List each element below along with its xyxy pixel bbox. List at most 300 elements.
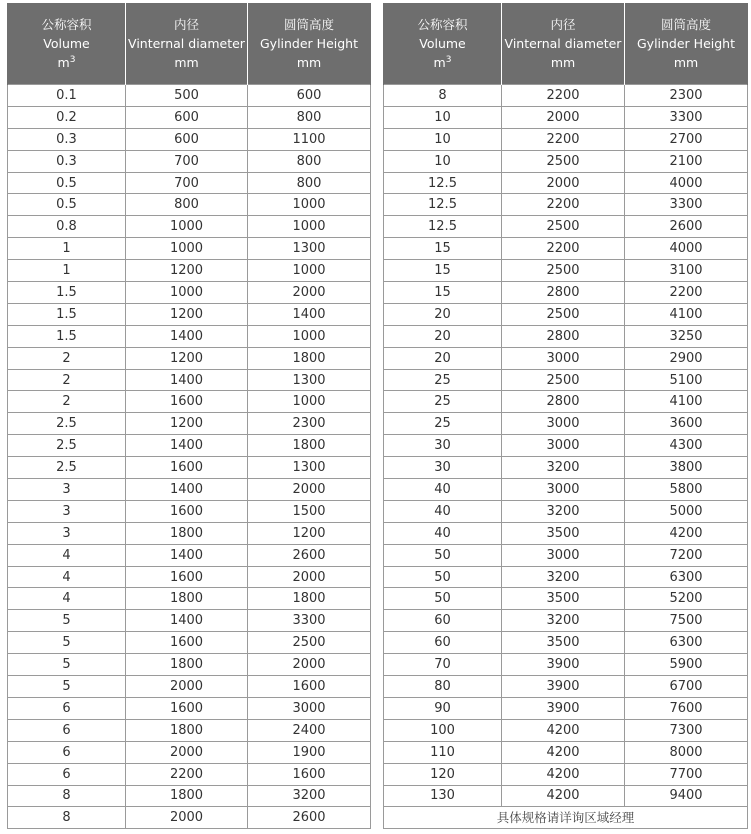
cell-diameter: 2800: [502, 325, 625, 347]
table-row: [8, 457, 371, 479]
cell-diameter: 4200: [502, 785, 625, 807]
header-row: [8, 3, 371, 85]
cell-height: 4300: [625, 435, 748, 457]
cell-height: 2300: [625, 85, 748, 107]
table-row: [8, 676, 371, 698]
table-row: [8, 325, 371, 347]
table-row: [384, 719, 748, 741]
table-body-right: [384, 85, 748, 807]
cell-height: 3100: [625, 260, 748, 282]
table-row: [384, 697, 748, 719]
table-row: [384, 128, 748, 150]
table-row: [8, 654, 371, 676]
cell-volume: 1.5: [8, 303, 126, 325]
cell-volume: 30: [384, 435, 502, 457]
cell-diameter: 2000: [126, 676, 248, 698]
cell-volume: 6: [8, 763, 126, 785]
cell-height: 2900: [625, 347, 748, 369]
cell-diameter: 1800: [126, 785, 248, 807]
cell-diameter: 2500: [502, 216, 625, 238]
table-row: [384, 194, 748, 216]
cell-volume: 110: [384, 741, 502, 763]
cell-diameter: 1200: [126, 347, 248, 369]
table-row: [384, 522, 748, 544]
cell-volume: 12.5: [384, 216, 502, 238]
table-row: [384, 654, 748, 676]
cell-height: 2600: [248, 807, 371, 829]
cell-volume: 60: [384, 632, 502, 654]
spec-table-right: [383, 3, 748, 829]
table-row: [384, 172, 748, 194]
cell-height: 800: [248, 150, 371, 172]
table-row: [8, 566, 371, 588]
header-row: [384, 3, 748, 85]
table-row: [8, 150, 371, 172]
cell-height: 2700: [625, 128, 748, 150]
cell-height: 4000: [625, 238, 748, 260]
cell-height: 3300: [625, 106, 748, 128]
table-row: [384, 216, 748, 238]
cell-height: 7200: [625, 544, 748, 566]
cell-height: 2400: [248, 719, 371, 741]
cell-volume: 3: [8, 479, 126, 501]
cell-diameter: 1400: [126, 610, 248, 632]
cell-diameter: 1800: [126, 654, 248, 676]
table-row: [8, 544, 371, 566]
cell-diameter: 1600: [126, 632, 248, 654]
cell-diameter: 2500: [502, 150, 625, 172]
cell-volume: 0.2: [8, 106, 126, 128]
cell-height: 1300: [248, 457, 371, 479]
table-row: [8, 632, 371, 654]
cell-height: 1000: [248, 325, 371, 347]
cell-volume: 0.3: [8, 128, 126, 150]
cell-diameter: 1800: [126, 719, 248, 741]
table-row: [384, 676, 748, 698]
cell-volume: 40: [384, 500, 502, 522]
cell-height: 1800: [248, 588, 371, 610]
table-row: [384, 588, 748, 610]
cell-diameter: 1600: [126, 566, 248, 588]
cell-volume: 12.5: [384, 194, 502, 216]
cell-diameter: 2000: [126, 741, 248, 763]
table-row: [8, 785, 371, 807]
table-row: [8, 610, 371, 632]
cell-height: 2500: [248, 632, 371, 654]
cell-diameter: 3500: [502, 588, 625, 610]
table-row: [384, 391, 748, 413]
cell-diameter: 2200: [502, 194, 625, 216]
cell-volume: 50: [384, 588, 502, 610]
cell-height: 3800: [625, 457, 748, 479]
cell-height: 1000: [248, 216, 371, 238]
cell-diameter: 3900: [502, 654, 625, 676]
table-row: [8, 194, 371, 216]
cell-volume: 10: [384, 150, 502, 172]
table-row: [384, 479, 748, 501]
cell-volume: 50: [384, 566, 502, 588]
cell-volume: 1: [8, 260, 126, 282]
header-height: [625, 3, 748, 85]
table-row: [8, 238, 371, 260]
cell-diameter: 3900: [502, 697, 625, 719]
cell-volume: 25: [384, 391, 502, 413]
cell-diameter: 2200: [502, 85, 625, 107]
cell-diameter: 1400: [126, 544, 248, 566]
cell-diameter: 3200: [502, 610, 625, 632]
cell-height: 1000: [248, 260, 371, 282]
cell-height: 5200: [625, 588, 748, 610]
table-row: [384, 282, 748, 304]
header-diameter: [126, 3, 248, 85]
cell-volume: 130: [384, 785, 502, 807]
table-row: [384, 303, 748, 325]
cell-height: 1000: [248, 194, 371, 216]
cell-volume: 4: [8, 566, 126, 588]
table-row: [384, 413, 748, 435]
cell-height: 800: [248, 106, 371, 128]
cell-diameter: 2000: [502, 172, 625, 194]
table-row: [8, 719, 371, 741]
table-row: [384, 457, 748, 479]
cell-volume: 0.1: [8, 85, 126, 107]
cell-height: 9400: [625, 785, 748, 807]
table-row: [384, 566, 748, 588]
table-row: [8, 500, 371, 522]
cell-diameter: 1600: [126, 500, 248, 522]
cell-diameter: 1800: [126, 522, 248, 544]
cell-height: 1100: [248, 128, 371, 150]
cell-volume: 25: [384, 413, 502, 435]
cell-height: 1400: [248, 303, 371, 325]
cell-height: 7700: [625, 763, 748, 785]
table-row: [384, 347, 748, 369]
cell-volume: 40: [384, 522, 502, 544]
cell-volume: 3: [8, 522, 126, 544]
cell-diameter: 2200: [502, 238, 625, 260]
cell-height: 7300: [625, 719, 748, 741]
cell-volume: 1.5: [8, 325, 126, 347]
cell-height: 4100: [625, 391, 748, 413]
header-volume-en: Volume: [43, 36, 90, 51]
cell-volume: 2.5: [8, 413, 126, 435]
cell-height: 1300: [248, 369, 371, 391]
table-row: [384, 763, 748, 785]
cell-volume: 20: [384, 325, 502, 347]
header-height-unit: mm: [673, 55, 699, 70]
cell-diameter: 1200: [126, 413, 248, 435]
cell-height: 3000: [248, 697, 371, 719]
header-volume: [384, 3, 502, 85]
cell-diameter: 1000: [126, 238, 248, 260]
cell-diameter: 3200: [502, 457, 625, 479]
cell-volume: 5: [8, 610, 126, 632]
cell-height: 3200: [248, 785, 371, 807]
cell-volume: 40: [384, 479, 502, 501]
cell-height: 1600: [248, 763, 371, 785]
header-diameter-unit: mm: [550, 55, 576, 70]
table-row: [8, 763, 371, 785]
cell-volume: 2: [8, 391, 126, 413]
cell-volume: 3: [8, 500, 126, 522]
cell-volume: 120: [384, 763, 502, 785]
cell-volume: 25: [384, 369, 502, 391]
header-diameter-zh: 内径: [173, 17, 199, 32]
cell-height: 4100: [625, 303, 748, 325]
cell-height: 5800: [625, 479, 748, 501]
header-height-unit: mm: [296, 55, 322, 70]
cell-diameter: 2200: [502, 128, 625, 150]
cell-diameter: 1400: [126, 369, 248, 391]
cell-volume: 6: [8, 741, 126, 763]
cell-volume: 10: [384, 106, 502, 128]
cell-diameter: 3000: [502, 347, 625, 369]
cell-diameter: 2000: [502, 106, 625, 128]
cell-diameter: 2800: [502, 282, 625, 304]
header-height: [248, 3, 371, 85]
cell-diameter: 1600: [126, 457, 248, 479]
cell-height: 2100: [625, 150, 748, 172]
cell-volume: 2: [8, 347, 126, 369]
table-row: [8, 85, 371, 107]
cell-height: 1800: [248, 347, 371, 369]
table-row: [8, 106, 371, 128]
cell-volume: 20: [384, 303, 502, 325]
cell-volume: 60: [384, 610, 502, 632]
table-row: [384, 238, 748, 260]
table-row: [384, 741, 748, 763]
cell-height: 1600: [248, 676, 371, 698]
table-row: [8, 522, 371, 544]
cell-diameter: 500: [126, 85, 248, 107]
header-height-zh: 圆筒高度: [283, 17, 334, 32]
cell-volume: 80: [384, 676, 502, 698]
cell-volume: 20: [384, 347, 502, 369]
cell-diameter: 700: [126, 172, 248, 194]
cell-volume: 4: [8, 588, 126, 610]
cell-volume: 100: [384, 719, 502, 741]
cell-height: 3600: [625, 413, 748, 435]
cell-diameter: 1000: [126, 282, 248, 304]
cell-height: 8000: [625, 741, 748, 763]
cell-height: 1800: [248, 435, 371, 457]
cell-diameter: 3200: [502, 566, 625, 588]
cell-height: 2300: [248, 413, 371, 435]
cell-volume: 2: [8, 369, 126, 391]
table-row: [384, 150, 748, 172]
table-row: [8, 697, 371, 719]
cell-volume: 4: [8, 544, 126, 566]
table-row: [8, 807, 371, 829]
table-row: [8, 435, 371, 457]
table-row: [384, 325, 748, 347]
cell-volume: 6: [8, 697, 126, 719]
header-volume: [8, 3, 126, 85]
cell-volume: 1.5: [8, 282, 126, 304]
cell-volume: 8: [8, 807, 126, 829]
table-row: [8, 128, 371, 150]
cell-volume: 8: [384, 85, 502, 107]
cell-diameter: 1600: [126, 391, 248, 413]
cell-height: 6300: [625, 632, 748, 654]
cell-volume: 15: [384, 282, 502, 304]
table-row: [8, 369, 371, 391]
header-height-zh: 圆筒高度: [660, 17, 711, 32]
cell-height: 600: [248, 85, 371, 107]
cell-diameter: 600: [126, 128, 248, 150]
cell-volume: 0.5: [8, 172, 126, 194]
table-row: [8, 741, 371, 763]
note-text: 具体规格请详询区域经理: [384, 807, 748, 829]
cell-volume: 0.5: [8, 194, 126, 216]
cell-diameter: 1000: [126, 216, 248, 238]
cell-diameter: 3200: [502, 500, 625, 522]
cell-height: 2000: [248, 654, 371, 676]
header-volume-zh: 公称容积: [41, 17, 92, 32]
table-row: [8, 172, 371, 194]
cell-diameter: 3000: [502, 435, 625, 457]
cell-diameter: 1600: [126, 697, 248, 719]
cell-volume: 2.5: [8, 457, 126, 479]
cell-height: 2600: [625, 216, 748, 238]
header-volume-zh: 公称容积: [417, 17, 468, 32]
cell-diameter: 2800: [502, 391, 625, 413]
table-row: [8, 260, 371, 282]
table-row: [8, 588, 371, 610]
cell-volume: 2.5: [8, 435, 126, 457]
cell-diameter: 600: [126, 106, 248, 128]
table-row: [384, 785, 748, 807]
cell-height: 5000: [625, 500, 748, 522]
table-row: [384, 106, 748, 128]
table-row: [8, 216, 371, 238]
cell-diameter: 2200: [126, 763, 248, 785]
cell-volume: 70: [384, 654, 502, 676]
table-row: [8, 303, 371, 325]
cell-diameter: 1400: [126, 435, 248, 457]
cell-diameter: 1400: [126, 479, 248, 501]
cell-height: 6300: [625, 566, 748, 588]
cell-diameter: 3500: [502, 632, 625, 654]
cell-volume: 6: [8, 719, 126, 741]
cell-height: 3250: [625, 325, 748, 347]
cell-height: 4200: [625, 522, 748, 544]
cell-volume: 5: [8, 654, 126, 676]
cell-diameter: 3000: [502, 479, 625, 501]
cell-height: 2000: [248, 282, 371, 304]
cell-height: 3300: [625, 194, 748, 216]
cell-volume: 30: [384, 457, 502, 479]
cell-height: 4000: [625, 172, 748, 194]
header-diameter-zh: 内径: [550, 17, 576, 32]
table-row: [8, 347, 371, 369]
cell-diameter: 700: [126, 150, 248, 172]
table-row: [384, 260, 748, 282]
cell-height: 7500: [625, 610, 748, 632]
table-row: [384, 435, 748, 457]
cell-height: 2000: [248, 479, 371, 501]
cell-volume: 0.3: [8, 150, 126, 172]
cell-diameter: 3900: [502, 676, 625, 698]
cell-height: 1300: [248, 238, 371, 260]
table-row: [384, 544, 748, 566]
cell-diameter: 4200: [502, 719, 625, 741]
cell-volume: 10: [384, 128, 502, 150]
cell-volume: 15: [384, 238, 502, 260]
header-volume-en: Volume: [419, 36, 466, 51]
cell-diameter: 3000: [502, 544, 625, 566]
header-diameter-en: Vinternal diameter: [128, 36, 245, 51]
cell-diameter: 2500: [502, 260, 625, 282]
cell-height: 1500: [248, 500, 371, 522]
table-row: [384, 369, 748, 391]
cell-height: 2000: [248, 566, 371, 588]
table-row: [8, 391, 371, 413]
spec-table-left: [7, 3, 371, 829]
header-diameter: [502, 3, 625, 85]
table-row: [8, 413, 371, 435]
cell-height: 5100: [625, 369, 748, 391]
header-volume-unit: $m^3$: [57, 54, 76, 70]
header-height-en: Gylinder Height: [259, 36, 358, 51]
cell-volume: 12.5: [384, 172, 502, 194]
cell-diameter: 4200: [502, 763, 625, 785]
cell-height: 6700: [625, 676, 748, 698]
header-diameter-en: Vinternal diameter: [504, 36, 622, 51]
cell-diameter: 2500: [502, 369, 625, 391]
cell-diameter: 1400: [126, 325, 248, 347]
table-row: [8, 479, 371, 501]
cell-height: 1200: [248, 522, 371, 544]
cell-height: 3300: [248, 610, 371, 632]
cell-diameter: 2000: [126, 807, 248, 829]
cell-diameter: 3000: [502, 413, 625, 435]
cell-volume: 5: [8, 632, 126, 654]
header-height-en: Gylinder Height: [636, 36, 735, 51]
cell-diameter: 3500: [502, 522, 625, 544]
cell-height: 800: [248, 172, 371, 194]
cell-volume: 1: [8, 238, 126, 260]
cell-volume: 8: [8, 785, 126, 807]
cell-volume: 0.8: [8, 216, 126, 238]
table-row: [384, 500, 748, 522]
table-row: [384, 610, 748, 632]
header-diameter-unit: mm: [174, 55, 199, 70]
cell-volume: 90: [384, 697, 502, 719]
header-volume-unit: $m^3$: [433, 54, 452, 70]
cell-diameter: 1200: [126, 260, 248, 282]
cell-height: 7600: [625, 697, 748, 719]
table-body-left: [8, 85, 371, 829]
cell-volume: 5: [8, 676, 126, 698]
cell-diameter: 1800: [126, 588, 248, 610]
cell-height: 2600: [248, 544, 371, 566]
table-row: [8, 282, 371, 304]
cell-volume: 50: [384, 544, 502, 566]
table-row: [384, 632, 748, 654]
note-row: [384, 807, 748, 829]
cell-height: 1900: [248, 741, 371, 763]
cell-diameter: 2500: [502, 303, 625, 325]
cell-diameter: 1200: [126, 303, 248, 325]
cell-volume: 15: [384, 260, 502, 282]
cell-height: 1000: [248, 391, 371, 413]
cell-diameter: 4200: [502, 741, 625, 763]
cell-height: 5900: [625, 654, 748, 676]
table-row: [384, 85, 748, 107]
cell-height: 2200: [625, 282, 748, 304]
cell-diameter: 800: [126, 194, 248, 216]
